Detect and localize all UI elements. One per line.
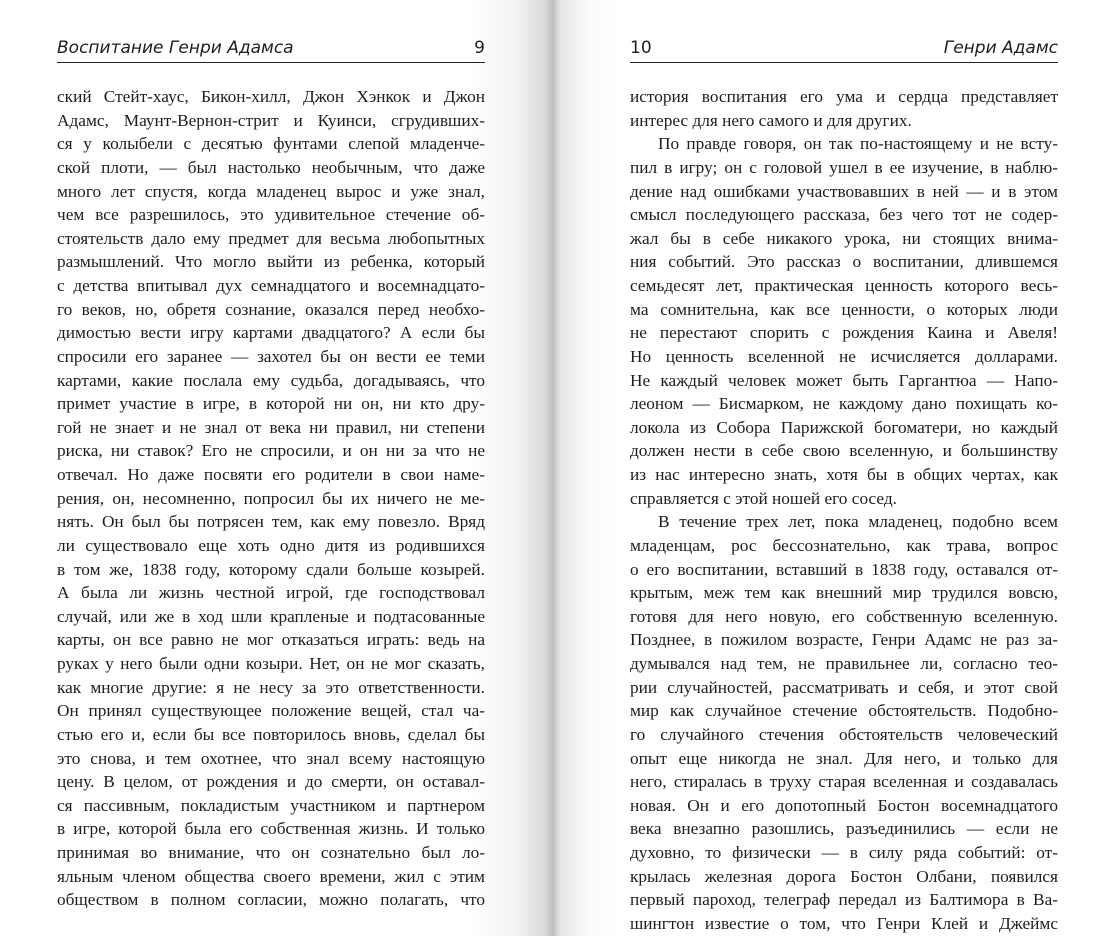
text-line: о его воспитании, вставший в 1838 году, оставался от- (630, 559, 1058, 579)
text-line: в том же, 1838 году, которому сдали больше козырей. (57, 559, 485, 579)
text-line: яльным членом общества своего времени, жил с этим (57, 866, 485, 886)
text-line: готовя для него новую, его собственную вселенную. (630, 606, 1058, 626)
page-number: 9 (474, 38, 485, 58)
text-line: духовно, то физически — в силу ряда событий: от- (630, 843, 1058, 862)
text-line: примет участие в игре, в которой ни он, ни кто дру- (57, 394, 485, 414)
text-line: него, стиралась в труху старая вселенная и создавалась (630, 772, 1058, 792)
running-head-title: Генри Адамс (943, 38, 1058, 58)
text-line: Адамс, Маунт-Вернон-стрит и Куинси, сгрудивших- (57, 110, 485, 130)
text-line: стью его и, если бы все повторилось вновь, сделал бы (57, 724, 485, 744)
text-line: пил в игру; он с головой ушел в ее изучение, в наблю- (630, 157, 1058, 177)
text-line: ся пассивным, покладистым участником и партнером (57, 795, 485, 815)
text-line: ли существовало еще хоть одно дитя из родившихся (57, 535, 485, 555)
text-line: интерес для него самого и для других. (630, 110, 912, 130)
text-line: карты, он все равно не мог отказаться играть: ведь на (57, 630, 485, 650)
text-line: Позднее, в пожилом возрасте, Генри Адамс не раз за- (630, 630, 1058, 650)
text-line: руках у него были одни козыри. Нет, он не мог сказать, (57, 654, 485, 673)
text-line: А была ли жизнь честной игрой, где господствовал (57, 583, 485, 603)
text-line: справляется с этой ношей его сосед. (630, 488, 897, 508)
text-line: должен нести в себе свою вселенную, и большинству (630, 441, 1058, 461)
text-line: история воспитания его ума и сердца представляет (630, 87, 1058, 106)
text-line: с детства впитывал дух семнадцатого и восемнадцато- (57, 276, 485, 295)
left-running-header (57, 38, 485, 63)
text-line: ский Стейт-хаус, Бикон-хилл, Джон Хэнкок и Джон (57, 87, 485, 106)
text-line: крытым, меж тем как внешний мир трудился вовсю, (630, 583, 1058, 603)
text-line: Он принял существующее положение вещей, стал ча- (57, 701, 485, 721)
text-line: По правде говоря, он так по-настоящему и не всту- (658, 134, 1058, 154)
page-number: 10 (630, 38, 652, 58)
text-line: рии случайностей, рассматривать и себя, и этот свой (630, 677, 1058, 697)
left-page-text (57, 85, 485, 912)
text-line: младенцам, рос бессознательно, как трава, вопрос (630, 535, 1058, 555)
text-line: гой не знает и не знал от века ни правил, ни степени (57, 417, 485, 437)
text-line: первый пароход, телеграф передал из Балтимора в Ва- (630, 890, 1058, 910)
text-line: Но ценность вселенной не исчисляется долларами. (630, 346, 1058, 366)
text-line: Не каждый человек может быть Гаргантюа — Напо- (630, 370, 1058, 390)
text-line: семьдесят лет, практическая ценность которого весь- (630, 276, 1058, 295)
text-line: опыт еще никогда не знал. Для него, и только для (630, 748, 1058, 768)
running-head-title: Воспитание Генри Адамса (57, 38, 294, 58)
text-line: дение над ошибками участвовавших в ней — и в этом (630, 181, 1058, 201)
text-line: обществом в полном согласии, можно полагать, что (57, 890, 485, 910)
text-line: стоятельств дало ему предмет для весьма любопытных (57, 228, 485, 248)
text-line: случай, или же в ход шли крапленые и подтасованные (57, 606, 485, 626)
text-line: это снова, и тем охотнее, что знал всему настоящую (57, 748, 485, 768)
text-line: го веков, но, обретя сознание, оказался перед необхо- (57, 299, 485, 319)
text-line: рения, он, несомненно, попросил бы их ничего не ме- (57, 488, 485, 508)
text-line: шингтон известие о том, что Генри Клей и Джеймс (630, 913, 1058, 933)
text-line: жал бы в себе никакого урока, ни стоящих внима- (630, 228, 1058, 248)
text-line: века внезапно разошлись, разъединились — если не (630, 819, 1058, 839)
text-line: спросили его заранее — захотел бы он вести ее теми (57, 346, 485, 366)
text-line: ся у колыбели с десятью фунтами слепой младенче- (57, 134, 485, 154)
right-page-text (630, 85, 1058, 936)
text-line: ния событий. Это рассказ о воспитании, длившемся (630, 252, 1058, 272)
text-line: из нас интересно знать, хотя бы в общих чертах, как (630, 465, 1058, 484)
text-line: не перестают спорить с рождения Каина и Авеля! (630, 323, 1058, 343)
text-line: картами, какие послала ему судьба, догадываясь, что (57, 370, 485, 390)
text-line: ма сомнительна, как все ценности, о которых люди (630, 299, 1058, 319)
text-line: крылась железная дорога Бостон Олбани, появился (630, 866, 1058, 886)
text-line: отвечал. Но даже посвяти его родители в свои наме- (57, 465, 485, 484)
text-line: го случайного стечения обстоятельств человеческий (630, 724, 1058, 744)
text-line: нять. Он был бы потрясен тем, как ему повезло. Вряд (57, 512, 485, 532)
text-line: В течение трех лет, пока младенец, подобно всем (658, 512, 1058, 532)
text-line: димостью вести игру картами двадцатого? А если бы (57, 323, 485, 343)
text-line: смысл последующего рассказа, без чего тот не содер- (630, 205, 1058, 225)
text-line: чем все разрешилось, это удивительное стечение об- (57, 205, 485, 225)
text-line: локола из Собора Парижской богоматери, но каждый (630, 417, 1058, 437)
text-line: цену. В целом, от рождения и до смерти, он оставал- (57, 772, 485, 792)
text-line: как многие другие: я не несу за это ответственности. (57, 677, 485, 697)
text-line: риска, ни ставок? Его не спросили, и он ни за что не (57, 441, 485, 461)
text-line: ской плоти, — был настолько необычным, что даже (57, 157, 485, 177)
text-line: много лет спустя, когда младенец вырос и уже знал, (57, 181, 485, 201)
text-line: думывался над тем, не правильнее ли, согласно тео- (630, 654, 1058, 673)
text-line: размышлений. Что могло выйти из ребенка, который (57, 252, 485, 272)
text-line: принимая во внимание, что он сознательно был ло- (57, 843, 485, 862)
text-line: в игре, которой была его собственная жизнь. И только (57, 819, 485, 839)
text-line: леоном — Бисмарком, не каждому дано похищать ко- (630, 394, 1058, 414)
text-line: мир как случайное стечение обстоятельств. Подобно- (630, 701, 1058, 721)
text-line: новая. Он и его допотопный Бостон восемнадцатого (630, 795, 1058, 815)
right-running-header (630, 38, 1058, 63)
